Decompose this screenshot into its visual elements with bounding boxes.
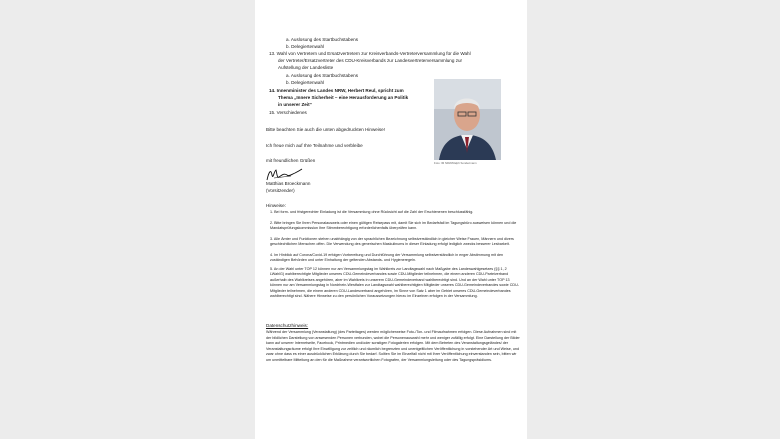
- agenda-item-14-line2: Thema „Innere Sicherheit – eine Herausforderung an Politik: [278, 95, 409, 100]
- agenda-item-15: 15. Verschiedenes: [269, 110, 307, 115]
- greeting-text: mit freundlichen Grüßen: [266, 158, 316, 163]
- signer-name: Matthias Broeckmann: [266, 181, 311, 186]
- signer-role: (Vorsitzender): [266, 188, 295, 193]
- agenda-item-13b: b. Delegiertenwahl: [286, 80, 325, 85]
- photo-caption: Foto: IM NRW/Ralph Sondermann: [434, 161, 477, 165]
- note-text: Bitte beachten Sie auch die unten abgedruckten Hinweise!: [266, 127, 386, 132]
- hinweise-item-1: 1. Bei form- und fristgerechter Einladung ist die Versammlung ohne Rücksicht auf die Zahl der Erschienenen beschlussfähig.: [270, 210, 474, 214]
- hinweise-item-4: 4. Im Hinblick auf Corona/Covid-19 erfolgen Vorbereitung und Durchführung der Versammlung selbstverständlich in enger Abstimmung mit den zuständigen Behörden und unter Einhaltung der geltenden Abstands- und Hygieneregeln.: [270, 253, 504, 263]
- agenda-item-13-line3: Aufstellung der Landesliste: [278, 65, 334, 70]
- agenda-item-13a: a. Auslosung des Startbuchstabens: [286, 73, 359, 78]
- agenda-item-14-line3: in unserer Zeit“: [278, 102, 312, 107]
- agenda-item-14-line1: 14. Innenminister des Landes NRW, Herbert Reul, spricht zum: [269, 88, 404, 93]
- datenschutz-heading: Datenschutzhinweis:: [266, 323, 309, 328]
- agenda-item-13-line1: 13. Wahl von Vertretern und Ersatzvertretern zur Kreisverbands-Vertreterversammlung für die Wahl: [269, 51, 471, 56]
- participation-text: Ich freue mich auf Ihre Teilnahme und verbleibe: [266, 143, 363, 148]
- hinweise-item-2: 2. Bitte bringen Sie Ihren Personalausweis oder einen gültigen Reisepass mit, damit Sie sich im Bedarfsfall im Tagungsbüro ausweisen können und die Mandatsprüfungskommission Ihre Stimmberechtigung erforderlichenfalls überprüfen kann.: [270, 221, 517, 231]
- hinweise-heading: Hinweise:: [266, 203, 286, 208]
- agenda-item-12b: b. Delegiertenwahl: [286, 44, 325, 49]
- agenda-item-12a: a. Auslosung des Startbuchstabens: [286, 37, 359, 42]
- document-page: [255, 0, 527, 439]
- hinweise-item-5: 5. An der Wahl unter TOP 12 können nur am Versammlungstag im Wahlkreis zur Landtagswahl nach Maßgabe des Landeswahlgesetzes (§§ 1, 2 LWahlG) wahlberechtigte Mitglieder unseres CDU-Gemeindeverbandes sowie CDU-Mitglieder teilnehmen, die einem anderen CDU-Parteiverband außerhalb des Wahlkreises angehören, aber im Wahlkreis in unserem CDU-Gemeindeverband wahlberechtigt sind. Und an der Wahl unter TOP 13 können nur am Versammlungstag in Nordrhein-Westfalen zur Landtagswahl wahlberechtigten Mitglieder unseres CDU-Gemeindeverbandes sowie CDU-Mitglieder teilnehmen, die einem anderen CDU-Landesverband angehören, im Sinne von Satz 1 aber im Gebiet unseres CDU-Gemeindeverbandes wahlberechtigt sind. Nähere Hinweise zu den persönlichen Voraussetzungen hierzu im Einzelnen erfolgen in der Versammlung.: [270, 267, 519, 299]
- datenschutz-text: Während der Versammlung (Veranstaltung) (des Parteitages) werden möglicherweise Foto-/Ton- und Filmaufnahmen erfolgen. Diese Aufnahmen sind mit der bildlichen Darstellung von anwesenden Personen verbunden, wobei die Personenauswahl mehr und weniger zufällig erfolgt. Eine Darstellung der Bilder kann auf unserer Internetseite, Facebook, Printmedien und/oder sonstigen Fotogalerien erfolgen. Mit dem Betreten des Veranstaltungsgeländes/ der Veranstaltungsräume erfolgt Ihre Einwilligung zur zeitlich und räumlich begrenzten und unentgeltlichen Veröffentlichung in vorstehender Art und Weise, und zwar ohne dass es einer ausdrücklichen Erklärung durch Sie bedarf. Sollten Sie im Einzelfall nicht mit Ihrer Veröffentlichung einverstanden sein, bitten wir um unmittelbare Mitteilung an den für die Maßnahme verantwortlichen Fotografen, der Versammlungsleitung oder des Tagungspräsidiums.: [266, 330, 520, 362]
- agenda-item-13-line2: der Vertreter/Ersatzvertreter des CDU-Kreisverbands zur Landesvertreterversammlung zur: [278, 58, 463, 63]
- speaker-photo: [434, 79, 501, 160]
- hinweise-item-3: 3. Alle Ämter und Funktionen stehen unabhängig von der sprachlichen Bezeichnung selbstverständlich in gleicher Weise Frauen, Männern und divers geschlechtlichen Menschen offen. Die Verwendung des generischen Maskulinums in dieser Einladung erfolgt lediglich zwecks besserer Lesbarkeit.: [270, 237, 514, 247]
